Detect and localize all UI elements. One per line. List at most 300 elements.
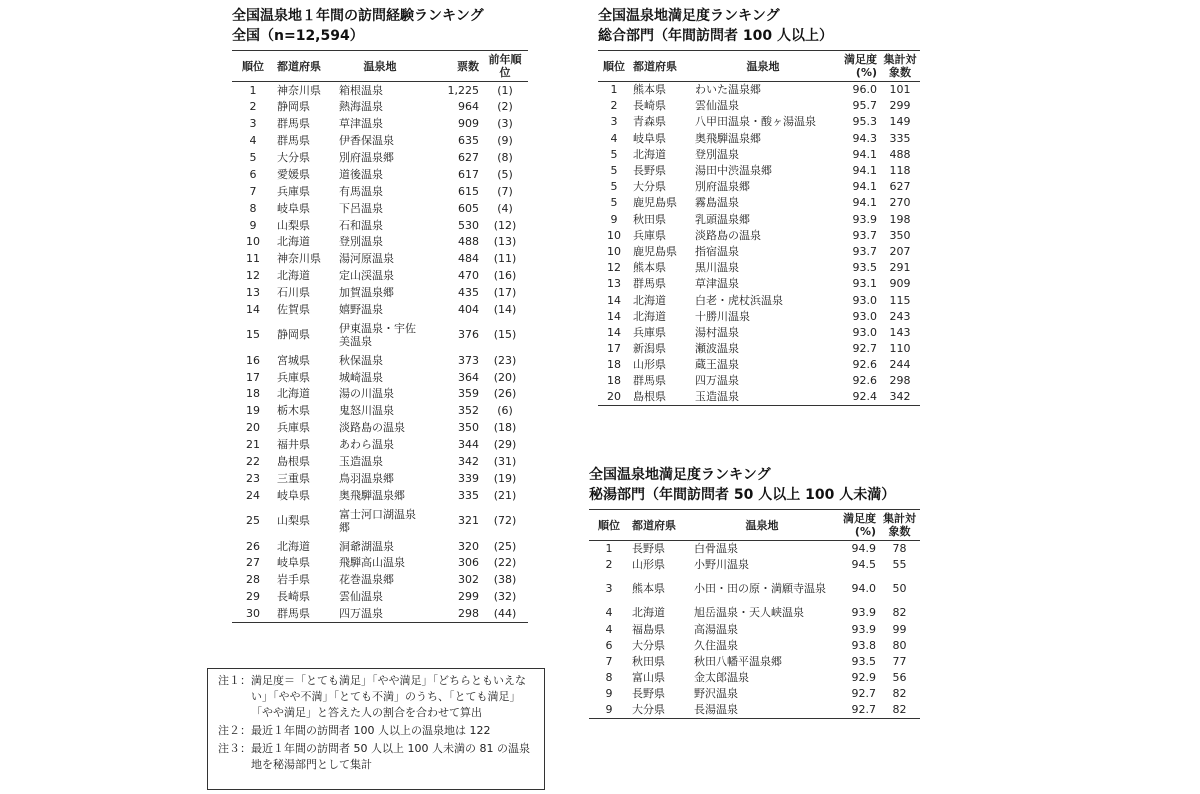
cell-prev: (1) (497, 83, 513, 97)
table-row (232, 453, 528, 470)
cell-onsen: 下呂温泉 (339, 201, 383, 215)
cell-rank: 23 (246, 471, 260, 485)
cell-count: 149 (889, 115, 911, 129)
cell-pref: 静岡県 (277, 328, 310, 342)
cell-prev: (32) (493, 590, 517, 604)
cell-count: 56 (892, 671, 907, 685)
cell-prev: (8) (497, 151, 513, 164)
note-2 (218, 723, 536, 739)
cell-count: 270 (889, 196, 911, 210)
cell-rank: 7 (605, 655, 613, 669)
table-row (598, 341, 920, 357)
table-row (232, 200, 528, 217)
cell-prev: (21) (493, 488, 517, 502)
cell-rank: 5 (610, 196, 618, 210)
cell-rank: 28 (246, 573, 260, 587)
cell-pref: 岐阜県 (277, 556, 310, 570)
cell-pref: 兵庫県 (277, 421, 310, 435)
table-row (232, 115, 528, 132)
cell-count: 298 (889, 374, 911, 388)
cell-pref: 栃木県 (277, 404, 310, 418)
hidden-title: 全国温泉地満足度ランキング (589, 467, 771, 483)
cell-onsen: 城崎温泉 (339, 370, 383, 384)
hidden-onsen-section (589, 465, 920, 719)
cell-sat: 96.0 (852, 83, 877, 97)
cell-onsen: 加賀温泉郷 (339, 286, 394, 300)
header-prev-rank: 前年順位 (482, 51, 528, 82)
cell-votes: 344 (458, 438, 479, 452)
cell-count: 115 (889, 293, 911, 307)
cell-onsen: 蔵王温泉 (695, 358, 739, 372)
cell-onsen: 玉造温泉 (339, 455, 383, 469)
cell-pref: 熊本県 (633, 83, 666, 97)
cell-count: 342 (880, 389, 920, 405)
table-row (232, 284, 528, 301)
cell-prev: (26) (493, 387, 517, 401)
cell-count: 909 (889, 277, 911, 291)
cell-count: 82 (892, 606, 907, 620)
cell-onsen: 定山渓温泉 (339, 269, 394, 283)
cell-votes: 298 (424, 605, 482, 622)
cell-pref: 大分県 (277, 151, 310, 164)
cell-onsen: 熱海温泉 (339, 100, 383, 114)
cell-votes: 530 (458, 218, 479, 232)
table-header-row (589, 510, 920, 541)
table-row (232, 402, 528, 419)
cell-count: 101 (889, 83, 911, 97)
table-row (598, 243, 920, 259)
cell-prev: (44) (482, 605, 528, 622)
cell-pref: 三重県 (277, 471, 310, 485)
cell-prev: (18) (493, 421, 517, 435)
header-pref: 都道府県 (274, 51, 336, 82)
cell-rank: 3 (610, 115, 618, 129)
header-count: 集計対象数 (879, 510, 920, 541)
cell-onsen: 高湯温泉 (694, 622, 738, 636)
header-rank: 順位 (589, 510, 629, 541)
cell-rank: 12 (246, 269, 260, 283)
cell-onsen: 玉造温泉 (692, 389, 834, 405)
cell-onsen: 小田・田の原・満願寺温泉 (694, 582, 826, 596)
table-row (232, 132, 528, 149)
cell-rank: 3 (249, 117, 257, 131)
cell-rank: 14 (607, 293, 621, 307)
cell-onsen: 湯河原温泉 (339, 252, 394, 266)
cell-pref: 佐賀県 (277, 303, 310, 317)
table-row (232, 554, 528, 571)
cell-rank: 3 (605, 582, 613, 596)
cell-onsen: 長湯温泉 (691, 702, 833, 718)
table-row (598, 82, 920, 98)
cell-rank: 6 (605, 638, 613, 652)
cell-count: 243 (889, 309, 911, 323)
cell-count: 118 (889, 164, 911, 178)
table-row (598, 389, 920, 405)
cell-pref: 北海道 (633, 309, 666, 323)
cell-votes: 484 (458, 252, 479, 266)
cell-onsen: あわら温泉 (339, 438, 394, 452)
cell-pref: 長野県 (632, 687, 665, 701)
cell-prev: (3) (497, 117, 513, 131)
header-onsen: 温泉地 (692, 51, 834, 82)
cell-votes: 321 (458, 514, 479, 528)
cell-sat: 94.1 (852, 147, 877, 161)
note-1 (218, 673, 536, 721)
cell-sat: 95.7 (852, 99, 877, 113)
cell-pref: 熊本県 (632, 582, 665, 596)
cell-onsen: 四万温泉 (336, 605, 424, 622)
cell-pref: 長野県 (633, 164, 666, 178)
table-row (232, 386, 528, 403)
cell-onsen: 登別温泉 (695, 147, 739, 161)
cell-onsen: 淡路島の温泉 (339, 421, 405, 435)
note-text: 最近１年間の訪問者 100 人以上の温泉地は 122 (251, 724, 491, 737)
cell-onsen: 四万温泉 (695, 374, 739, 388)
cell-pref: 鹿児島県 (633, 244, 677, 258)
cell-votes: 488 (458, 235, 479, 249)
table-row (232, 183, 528, 200)
cell-onsen: 霧島温泉 (695, 196, 739, 210)
cell-rank: 7 (249, 184, 257, 198)
cell-onsen: 道後温泉 (339, 167, 383, 181)
cell-onsen: 旭岳温泉・天人峡温泉 (694, 606, 804, 620)
cell-votes: 302 (458, 573, 479, 587)
cell-onsen: 伊香保温泉 (339, 134, 394, 148)
header-satisfaction: 満足度 (%) (833, 510, 879, 541)
cell-onsen: 秋田八幡平温泉郷 (694, 655, 782, 669)
overall-satisfaction-section (598, 6, 920, 406)
table-row (598, 324, 920, 340)
cell-votes: 359 (458, 387, 479, 401)
table-row (598, 373, 920, 389)
cell-pref: 大分県 (633, 180, 666, 194)
cell-onsen: 富士河口湖温泉郷 (339, 507, 416, 534)
cell-pref: 山梨県 (277, 514, 310, 528)
cell-rank: 1 (605, 542, 613, 556)
header-pref: 都道府県 (629, 510, 691, 541)
note-text: 最近１年間の訪問者 50 人以上 100 人未満の 81 の温泉地を秘湯部門として集計 (251, 742, 530, 771)
cell-pref: 宮城県 (277, 353, 310, 367)
cell-rank: 4 (605, 622, 613, 636)
table-row (232, 369, 528, 386)
table-row (589, 573, 920, 605)
table-row (232, 352, 528, 369)
cell-pref: 岩手県 (277, 573, 310, 587)
cell-prev: (2) (497, 100, 513, 114)
cell-sat: 93.5 (852, 261, 877, 275)
cell-count: 350 (889, 228, 911, 242)
cell-prev: (29) (493, 438, 517, 452)
cell-pref: 北海道 (277, 269, 310, 283)
cell-count: 143 (889, 325, 911, 339)
cell-sat: 93.9 (851, 622, 876, 636)
cell-votes: 615 (458, 184, 479, 198)
cell-pref: 北海道 (277, 539, 310, 553)
table-row (232, 571, 528, 588)
cell-sat: 94.5 (851, 558, 876, 572)
cell-rank: 18 (246, 387, 260, 401)
table-row (598, 114, 920, 130)
cell-pref: 群馬県 (633, 374, 666, 388)
cell-sat: 94.1 (852, 196, 877, 210)
cell-sat: 93.1 (852, 277, 877, 291)
cell-onsen: 久住温泉 (694, 638, 738, 652)
cell-onsen: 雲仙温泉 (695, 99, 739, 113)
cell-rank: 4 (605, 606, 613, 620)
cell-pref: 秋田県 (632, 655, 665, 669)
cell-rank: 10 (246, 235, 260, 249)
table-row (589, 686, 920, 702)
cell-pref: 山形県 (632, 558, 665, 572)
cell-onsen: 湯村温泉 (695, 325, 739, 339)
table-row (232, 504, 528, 538)
table-row (598, 276, 920, 292)
cell-onsen: 鳥羽温泉郷 (339, 471, 394, 485)
cell-rank: 25 (246, 514, 260, 528)
cell-prev: (4) (497, 201, 513, 215)
cell-onsen: 白骨温泉 (694, 542, 738, 556)
cell-rank: 2 (605, 558, 613, 572)
cell-onsen: 石和温泉 (339, 218, 383, 232)
cell-prev: (72) (493, 514, 517, 528)
cell-pref: 石川県 (277, 286, 310, 300)
cell-pref: 熊本県 (633, 261, 666, 275)
cell-rank: 15 (246, 328, 260, 342)
table-row (232, 470, 528, 487)
cell-pref: 北海道 (632, 606, 665, 620)
cell-sat: 93.8 (851, 638, 876, 652)
note-3 (218, 741, 536, 773)
cell-pref: 愛媛県 (277, 167, 310, 181)
cell-sat: 92.9 (851, 671, 876, 685)
cell-count: 82 (879, 702, 920, 718)
visit-ranking-section (232, 6, 528, 623)
cell-pref: 秋田県 (633, 212, 666, 226)
table-row (598, 98, 920, 114)
cell-rank: 1 (249, 83, 257, 97)
table-row (598, 146, 920, 162)
cell-rank: 24 (246, 488, 260, 502)
note-label: 注１： (218, 674, 251, 687)
cell-pref: 長崎県 (633, 99, 666, 113)
cell-onsen: 箱根温泉 (339, 83, 383, 97)
table-row (232, 82, 528, 99)
header-onsen: 温泉地 (336, 51, 424, 82)
cell-sat: 93.5 (851, 655, 876, 669)
cell-onsen: 奥飛騨温泉郷 (695, 131, 761, 145)
cell-sat: 93.9 (851, 606, 876, 620)
note-label: 注２： (218, 724, 251, 737)
table-row (232, 250, 528, 267)
cell-pref: 大分県 (629, 702, 691, 718)
table-row (589, 637, 920, 653)
cell-votes: 617 (458, 167, 479, 181)
cell-sat: 95.3 (852, 115, 877, 129)
cell-onsen: 嬉野温泉 (339, 303, 383, 317)
table-row (598, 195, 920, 211)
cell-onsen: 草津温泉 (339, 117, 383, 131)
cell-prev: (6) (497, 404, 513, 418)
cell-rank: 14 (607, 309, 621, 323)
cell-sat: 94.1 (852, 180, 877, 194)
cell-rank: 5 (249, 151, 257, 164)
cell-rank: 18 (607, 358, 621, 372)
table-row (232, 605, 528, 622)
table-row (232, 166, 528, 183)
cell-sat: 94.1 (852, 164, 877, 178)
cell-sat: 93.0 (852, 325, 877, 339)
cell-rank: 2 (249, 100, 257, 114)
table-row (232, 234, 528, 251)
table-row (232, 267, 528, 284)
table-row (598, 357, 920, 373)
cell-count: 198 (889, 212, 911, 226)
cell-onsen: 淡路島の温泉 (695, 228, 761, 242)
cell-votes: 339 (458, 471, 479, 485)
cell-pref: 北海道 (277, 387, 310, 401)
table-row (598, 162, 920, 178)
table-row (232, 419, 528, 436)
overall-satisfaction-table (598, 50, 920, 406)
cell-prev: (5) (497, 167, 513, 181)
cell-rank: 30 (232, 605, 274, 622)
table-row (589, 605, 920, 621)
cell-rank: 2 (610, 99, 618, 113)
cell-rank: 18 (607, 374, 621, 388)
table-row (232, 301, 528, 318)
cell-pref: 神奈川県 (277, 83, 321, 97)
cell-pref: 鹿児島県 (633, 196, 677, 210)
table-row (598, 260, 920, 276)
cell-pref: 島根県 (277, 455, 310, 469)
cell-pref: 群馬県 (274, 605, 336, 622)
cell-votes: 376 (458, 328, 479, 342)
cell-rank: 1 (610, 83, 618, 97)
cell-count: 110 (889, 342, 911, 356)
cell-pref: 北海道 (277, 235, 310, 249)
cell-pref: 山形県 (633, 358, 666, 372)
hidden-onsen-table (589, 509, 920, 719)
cell-votes: 404 (458, 303, 479, 317)
cell-votes: 1,225 (447, 83, 479, 97)
header-pref: 都道府県 (630, 51, 692, 82)
cell-rank: 14 (607, 325, 621, 339)
cell-pref: 兵庫県 (633, 325, 666, 339)
cell-pref: 大分県 (632, 638, 665, 652)
cell-pref: 静岡県 (277, 100, 310, 114)
cell-count: 299 (889, 99, 911, 113)
cell-count: 99 (892, 622, 907, 636)
cell-onsen: 伊東温泉・宇佐美温泉 (339, 321, 416, 348)
table-row (598, 227, 920, 243)
cell-count: 50 (892, 582, 907, 596)
visit-ranking-table (232, 50, 528, 623)
cell-sat: 93.9 (852, 212, 877, 226)
cell-rank: 5 (610, 164, 618, 178)
cell-votes: 964 (458, 100, 479, 114)
cell-pref: 岐阜県 (633, 131, 666, 145)
cell-rank: 4 (610, 131, 618, 145)
cell-count: 244 (889, 358, 911, 372)
cell-rank: 9 (589, 702, 629, 718)
cell-onsen: 金太郎温泉 (694, 671, 749, 685)
table-row (598, 211, 920, 227)
header-onsen: 温泉地 (691, 510, 833, 541)
table-row (232, 538, 528, 555)
cell-pref: 富山県 (632, 671, 665, 685)
cell-rank: 17 (246, 370, 260, 384)
cell-onsen: 飛騨高山温泉 (339, 556, 405, 570)
cell-pref: 島根県 (630, 389, 692, 405)
cell-prev: (25) (493, 539, 517, 553)
cell-votes: 373 (458, 353, 479, 367)
cell-sat: 94.0 (851, 582, 876, 596)
table-row (598, 179, 920, 195)
cell-onsen: 雲仙温泉 (339, 590, 383, 604)
cell-count: 488 (889, 147, 911, 161)
cell-pref: 福井県 (277, 438, 310, 452)
cell-votes: 342 (458, 455, 479, 469)
overall-title: 全国温泉地満足度ランキング (598, 8, 780, 24)
cell-sat: 94.3 (852, 131, 877, 145)
cell-rank: 16 (246, 353, 260, 367)
table-row (589, 653, 920, 669)
cell-sat: 93.7 (852, 228, 877, 242)
header-satisfaction: 満足度 (%) (834, 51, 880, 82)
header-rank: 順位 (232, 51, 274, 82)
cell-onsen: 別府温泉郷 (695, 180, 750, 194)
cell-rank: 9 (249, 218, 257, 232)
cell-rank: 9 (610, 212, 618, 226)
cell-prev: (38) (493, 573, 517, 587)
table-header-row (598, 51, 920, 82)
cell-onsen: 湯の川温泉 (339, 387, 394, 401)
cell-votes: 635 (458, 134, 479, 148)
cell-onsen: 十勝川温泉 (695, 309, 750, 323)
cell-rank: 27 (246, 556, 260, 570)
cell-onsen: 洞爺湖温泉 (339, 539, 394, 553)
cell-pref: 神奈川県 (277, 252, 321, 266)
table-row (589, 702, 920, 718)
table-row (232, 588, 528, 605)
table-row (598, 292, 920, 308)
cell-onsen: 登別温泉 (339, 235, 383, 249)
cell-sat: 92.7 (833, 702, 879, 718)
cell-votes: 335 (458, 488, 479, 502)
overall-subtitle: 総合部門（年間訪問者 100 人以上） (598, 28, 833, 44)
cell-count: 627 (889, 180, 911, 194)
cell-prev: (23) (493, 353, 517, 367)
cell-votes: 470 (458, 269, 479, 283)
cell-rank: 5 (610, 180, 618, 194)
cell-sat: 93.0 (852, 309, 877, 323)
cell-rank: 14 (246, 303, 260, 317)
cell-votes: 299 (458, 590, 479, 604)
notes-box (207, 668, 545, 790)
cell-onsen: 瀬波温泉 (695, 342, 739, 356)
cell-pref: 岐阜県 (277, 201, 310, 215)
cell-onsen: 奥飛騨温泉郷 (339, 488, 405, 502)
cell-pref: 北海道 (633, 147, 666, 161)
table-row (232, 487, 528, 504)
cell-onsen: 小野川温泉 (694, 558, 749, 572)
cell-votes: 306 (458, 556, 479, 570)
visit-ranking-subtitle: 全国（n=12,594） (232, 28, 364, 44)
cell-sat: 92.7 (851, 687, 876, 701)
cell-rank: 20 (246, 421, 260, 435)
header-count: 集計対象数 (880, 51, 920, 82)
cell-count: 55 (892, 558, 907, 572)
